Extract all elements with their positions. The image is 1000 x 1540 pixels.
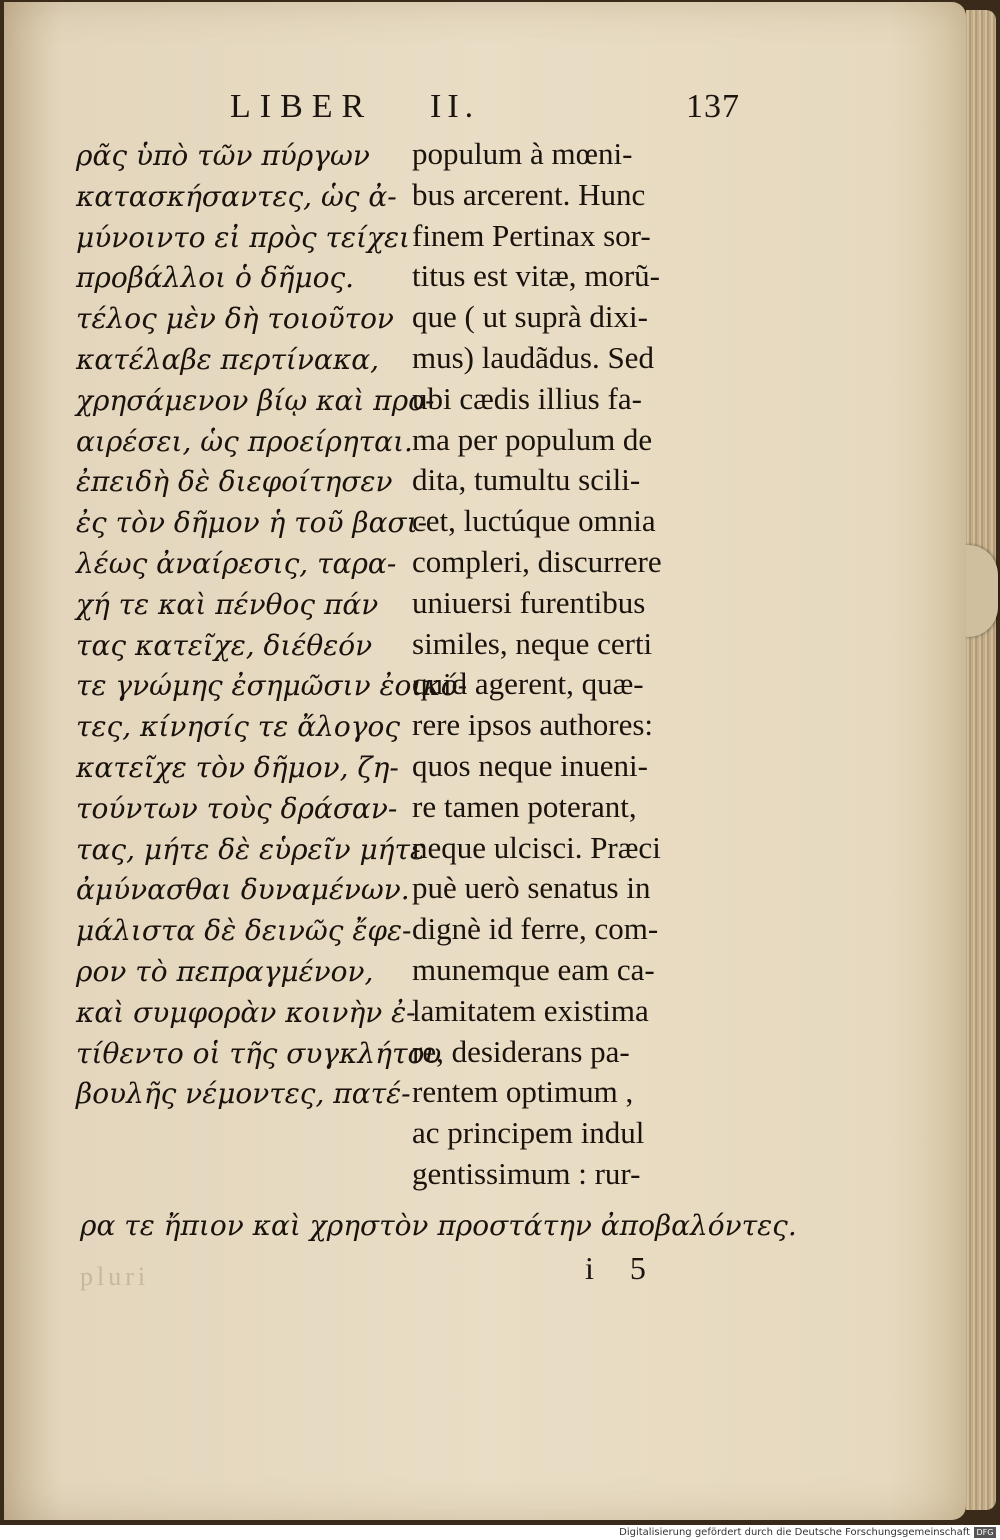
latin-text-line: bus arcerent. Hunc	[412, 176, 646, 212]
latin-text-line: rere ipsos authores:	[412, 707, 654, 743]
greek-text-line: κατεῖχε τὸν δῆμον, ζη-	[76, 750, 399, 784]
latin-text-line: dignè id ferre, com-	[412, 911, 659, 947]
greek-text-line: προβάλλοι ὁ δῆμος.	[76, 261, 355, 295]
latin-text-line: re, desiderans pa-	[412, 1033, 630, 1069]
latin-text-line: cet, luctúque omnia	[412, 503, 656, 539]
greek-text-line: τίθεντο οἱ τῆς συγκλήτου	[76, 1036, 442, 1070]
greek-text-line: χρησάμενον βίῳ καὶ προ-	[76, 383, 435, 417]
greek-text-line: χή τε καὶ πένθος πάν	[76, 587, 379, 621]
latin-text-line: titus est vitæ, morũ-	[412, 258, 660, 294]
latin-text-line: compleri, discurrere	[412, 543, 662, 579]
greek-text-line: βουλῆς νέμοντες, πατέ-	[76, 1077, 411, 1111]
latin-text-line: neque ulcisci. Præci	[412, 829, 661, 865]
latin-text-line: uniuersi furentibus	[412, 584, 646, 620]
latin-text-line: quid agerent, quæ-	[412, 666, 644, 702]
header-book-number: II.	[430, 88, 480, 125]
latin-text-line: que ( ut suprà dixi-	[412, 299, 648, 335]
latin-text-line: munemque eam ca-	[412, 951, 655, 987]
greek-text-line: τας κατεῖχε, διέθεόν	[76, 628, 373, 662]
greek-text-line: ἐπειδὴ δὲ διεφοίτησεν	[76, 465, 393, 499]
latin-text-line: similes, neque certi	[412, 625, 653, 661]
footer-credit: Digitalisierung gefördert durch die Deutsche Forschungsgemeinschaft	[619, 1527, 970, 1538]
latin-text-line: ma per populum de	[412, 421, 653, 457]
latin-text-line: re tamen poterant,	[412, 788, 637, 824]
greek-text-line: τούντων τοὺς δράσαν-	[76, 791, 398, 825]
greek-text-line: καὶ συμφορὰν κοινὴν ἐ-	[76, 995, 416, 1029]
latin-text-column	[412, 134, 742, 1195]
page-edges	[966, 10, 996, 1510]
bleed-through-text: pluri	[80, 1262, 150, 1291]
greek-text-line: κατασκήσαντες, ὡς ἀ-	[76, 179, 397, 213]
greek-text-line: ἀμύνασθαι δυναμένων.	[76, 873, 410, 907]
greek-text-line: ρον τὸ πεπραγμένον,	[76, 954, 374, 988]
greek-text-line: τες, κίνησίς τε ἄλογος	[76, 710, 401, 744]
footer-bar	[0, 1525, 1000, 1540]
greek-text-line: αιρέσει, ὡς προείρηται.	[76, 424, 413, 458]
latin-text-line: rentem optimum ,	[412, 1074, 634, 1110]
latin-text-line: quos neque inueni-	[412, 747, 648, 783]
latin-text-line: mus) laudãdus. Sed	[412, 339, 654, 375]
running-header	[230, 88, 740, 132]
latin-text-line: populum à mœni-	[412, 136, 633, 171]
header-title: LIBER	[230, 88, 374, 125]
greek-text-line: μύνοιντο εἰ πρὸς τείχει	[76, 220, 411, 254]
greek-text-line: ἐς τὸν δῆμον ἡ τοῦ βασι-	[76, 506, 428, 540]
greek-closing-line: ρα τε ἤπιον καὶ χρηστὸν προστάτην ἀποβαλόντες.	[80, 1209, 797, 1242]
signature-mark: i 5	[585, 1250, 660, 1286]
greek-text-line: τε γνώμης ἐσημῶσιν ἐοικό-	[76, 669, 468, 703]
latin-text-line: ac principem indul	[412, 1115, 645, 1151]
greek-text-line: τέλος μὲν δὴ τοιοῦτον	[76, 302, 394, 336]
latin-text-line: gentissimum : rur-	[412, 1155, 641, 1191]
page-number: 137	[686, 88, 740, 125]
greek-text-line: λέως ἀναίρεσις, ταρα-	[76, 546, 397, 580]
latin-text-line: puè uerò senatus in	[412, 870, 651, 906]
latin-text-line: finem Pertinax sor-	[412, 217, 651, 253]
greek-text-line: τας, μήτε δὲ εὑρεῖν μήτε	[76, 832, 425, 866]
greek-text-column	[76, 136, 468, 1115]
greek-text-line: μάλιστα δὲ δεινῶς ἔφε-	[76, 914, 412, 948]
greek-text-line: ρᾶς ὑπὸ τῶν πύργων	[76, 139, 370, 172]
latin-text-line: lamitatem existima	[412, 992, 649, 1028]
latin-text-line: ubi cædis illius fa-	[412, 380, 642, 416]
greek-text-line: κατέλαβε περτίνακα,	[76, 342, 380, 376]
latin-text-line: dita, tumultu scili-	[412, 462, 641, 498]
dfg-logo: DFG	[974, 1527, 996, 1538]
